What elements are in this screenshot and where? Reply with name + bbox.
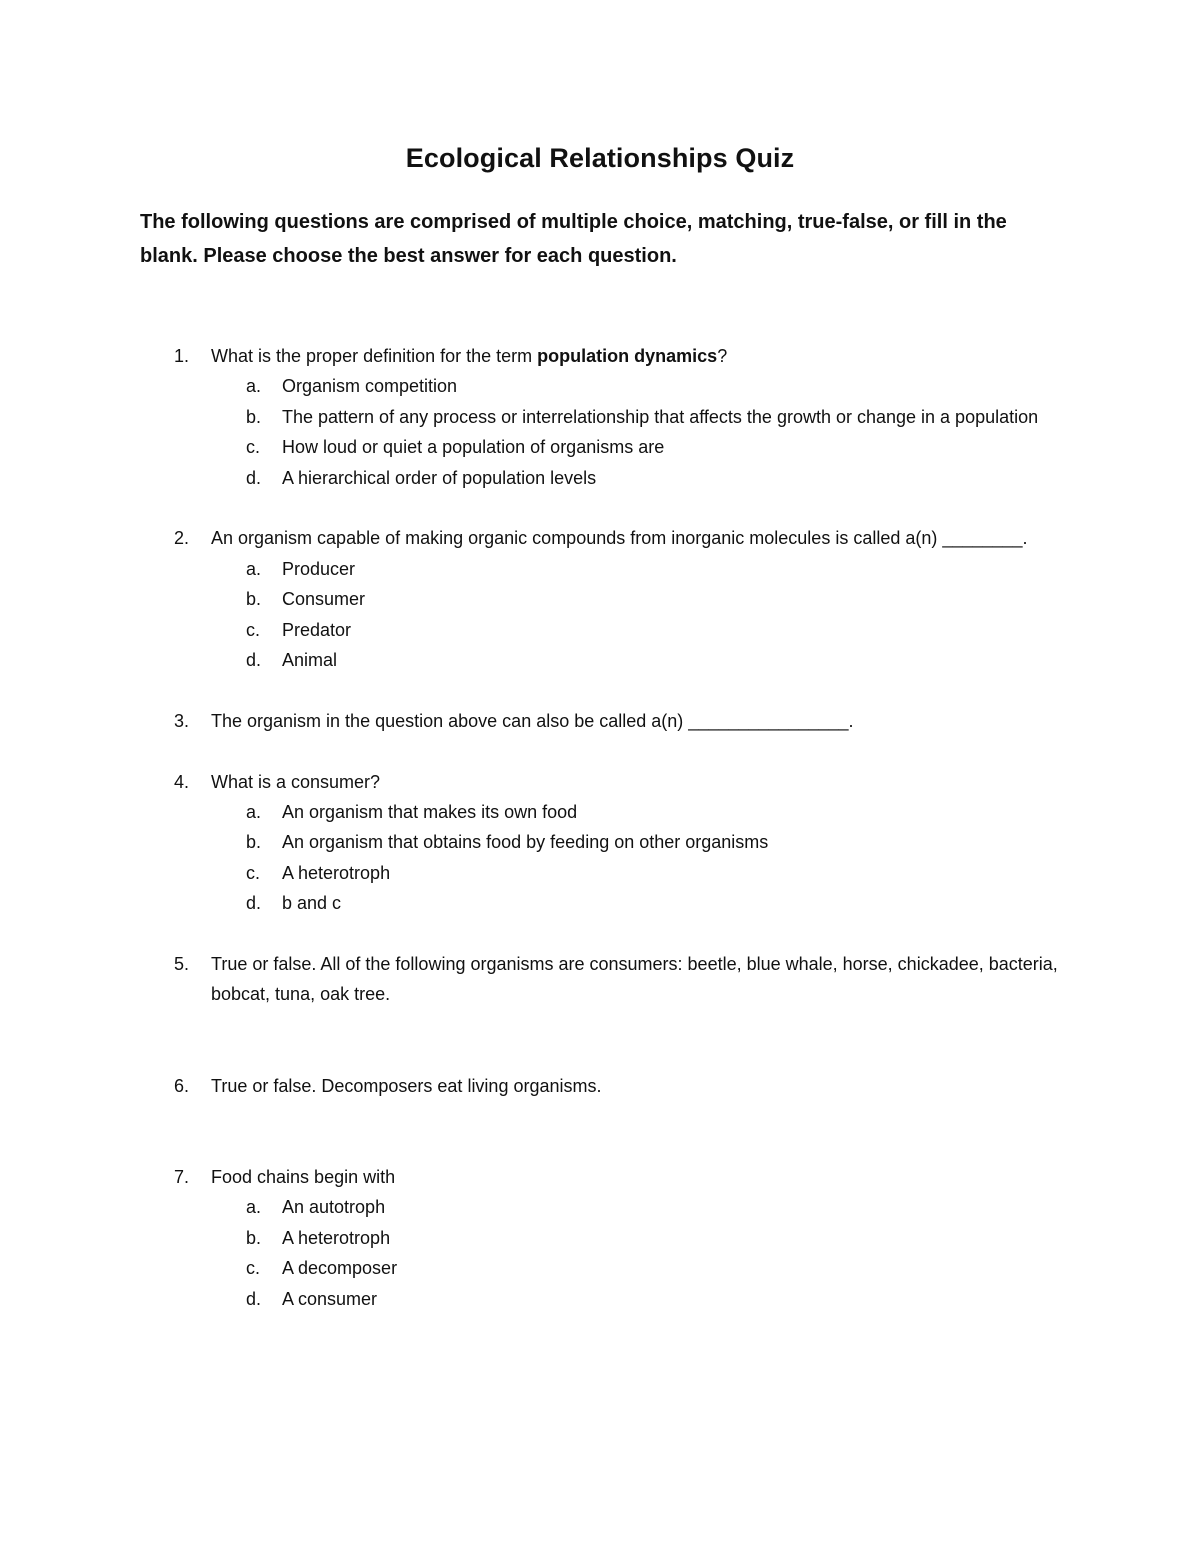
spacer [0, 675, 1200, 705]
option-list [0, 554, 1200, 676]
option-c [0, 1253, 1200, 1283]
question-6 [0, 1071, 1200, 1101]
question-text: True or false. Decomposers eat living organisms. [211, 1075, 602, 1096]
spacer [0, 736, 1200, 766]
option-letter: c. [246, 1258, 261, 1279]
question-5 [0, 949, 1200, 1010]
question-number: 6. [174, 1075, 190, 1096]
question-text-part: What is the proper definition for the term [211, 346, 538, 366]
question-2 [0, 523, 1200, 675]
option-d [0, 888, 1200, 918]
option-text: b and c [282, 893, 342, 914]
option-d [0, 1284, 1200, 1314]
question-text [211, 341, 1071, 371]
option-text: An organism that obtains food by feeding on other organisms [282, 832, 769, 853]
question-number: 3. [174, 710, 190, 731]
option-text: A hierarchical order of population levels [282, 467, 597, 488]
option-text: Consumer [282, 589, 366, 610]
option-text: The pattern of any process or interrelationship that affects the growth or change in a population [282, 406, 1039, 427]
option-letter: d. [246, 650, 262, 671]
spacer [0, 919, 1200, 949]
option-text: Organism competition [282, 376, 458, 397]
option-text: Predator [282, 619, 352, 640]
option-a [0, 554, 1200, 584]
option-list [0, 1192, 1200, 1314]
question-list [0, 341, 1200, 1314]
option-letter: c. [246, 437, 261, 458]
option-letter: b. [246, 406, 262, 427]
option-letter: b. [246, 589, 262, 610]
option-letter: c. [246, 862, 261, 883]
question-number: 1. [174, 346, 190, 366]
question-number: 2. [174, 528, 190, 549]
option-text: A consumer [282, 1288, 378, 1309]
option-list [0, 797, 1200, 919]
option-b [0, 584, 1200, 614]
option-letter: a. [246, 1197, 262, 1218]
option-text: A heterotroph [282, 1227, 391, 1248]
question-number: 4. [174, 771, 190, 792]
question-term: population dynamics [537, 346, 718, 366]
spacer [0, 1101, 1200, 1162]
option-text: How loud or quiet a population of organisms are [282, 437, 665, 458]
question-text-part: ? [717, 346, 728, 366]
option-letter: d. [246, 893, 262, 914]
option-text: Animal [282, 650, 338, 671]
option-letter: d. [246, 467, 262, 488]
option-letter: b. [246, 1227, 262, 1248]
spacer [0, 493, 1200, 523]
question-1 [0, 341, 1200, 493]
option-d [0, 645, 1200, 675]
question-text: The organism in the question above can also be called a(n) ________________. [211, 710, 854, 731]
option-c [0, 615, 1200, 645]
option-c [0, 432, 1200, 462]
option-b [0, 827, 1200, 857]
question-4 [0, 767, 1200, 919]
option-list [0, 371, 1200, 493]
option-letter: b. [246, 832, 262, 853]
spacer [0, 1010, 1200, 1071]
intro-paragraph: The following questions are comprised of multiple choice, matching, true-false, or fill in the blank. Please choose the best answer for each question. [140, 211, 1007, 267]
page-title: Ecological Relationships Quiz [405, 143, 795, 173]
option-letter: d. [246, 1288, 262, 1309]
option-d [0, 463, 1200, 493]
question-number: 7. [174, 1166, 190, 1187]
question-text: An organism capable of making organic compounds from inorganic molecules is called a(n) ________. [211, 528, 1028, 549]
question-text: What is a consumer? [211, 771, 381, 792]
option-text: An organism that makes its own food [282, 802, 578, 823]
question-7 [0, 1162, 1200, 1314]
option-c [0, 858, 1200, 888]
option-b [0, 1223, 1200, 1253]
option-letter: a. [246, 376, 262, 397]
option-letter: a. [246, 558, 262, 579]
question-text: True or false. All of the following organisms are consumers: beetle, blue whale, horse, chickadee, bacteria, bobcat, tuna, oak tree. [211, 954, 1058, 1005]
option-a [0, 371, 1200, 401]
option-b [0, 402, 1200, 432]
option-text: Producer [282, 558, 356, 579]
question-3 [0, 706, 1200, 736]
option-letter: a. [246, 802, 262, 823]
option-text: A heterotroph [282, 862, 391, 883]
question-text: Food chains begin with [211, 1166, 396, 1187]
option-text: A decomposer [282, 1258, 398, 1279]
option-text: An autotroph [282, 1197, 386, 1218]
option-a [0, 797, 1200, 827]
option-letter: c. [246, 619, 261, 640]
question-number: 5. [174, 954, 190, 975]
option-a [0, 1192, 1200, 1222]
